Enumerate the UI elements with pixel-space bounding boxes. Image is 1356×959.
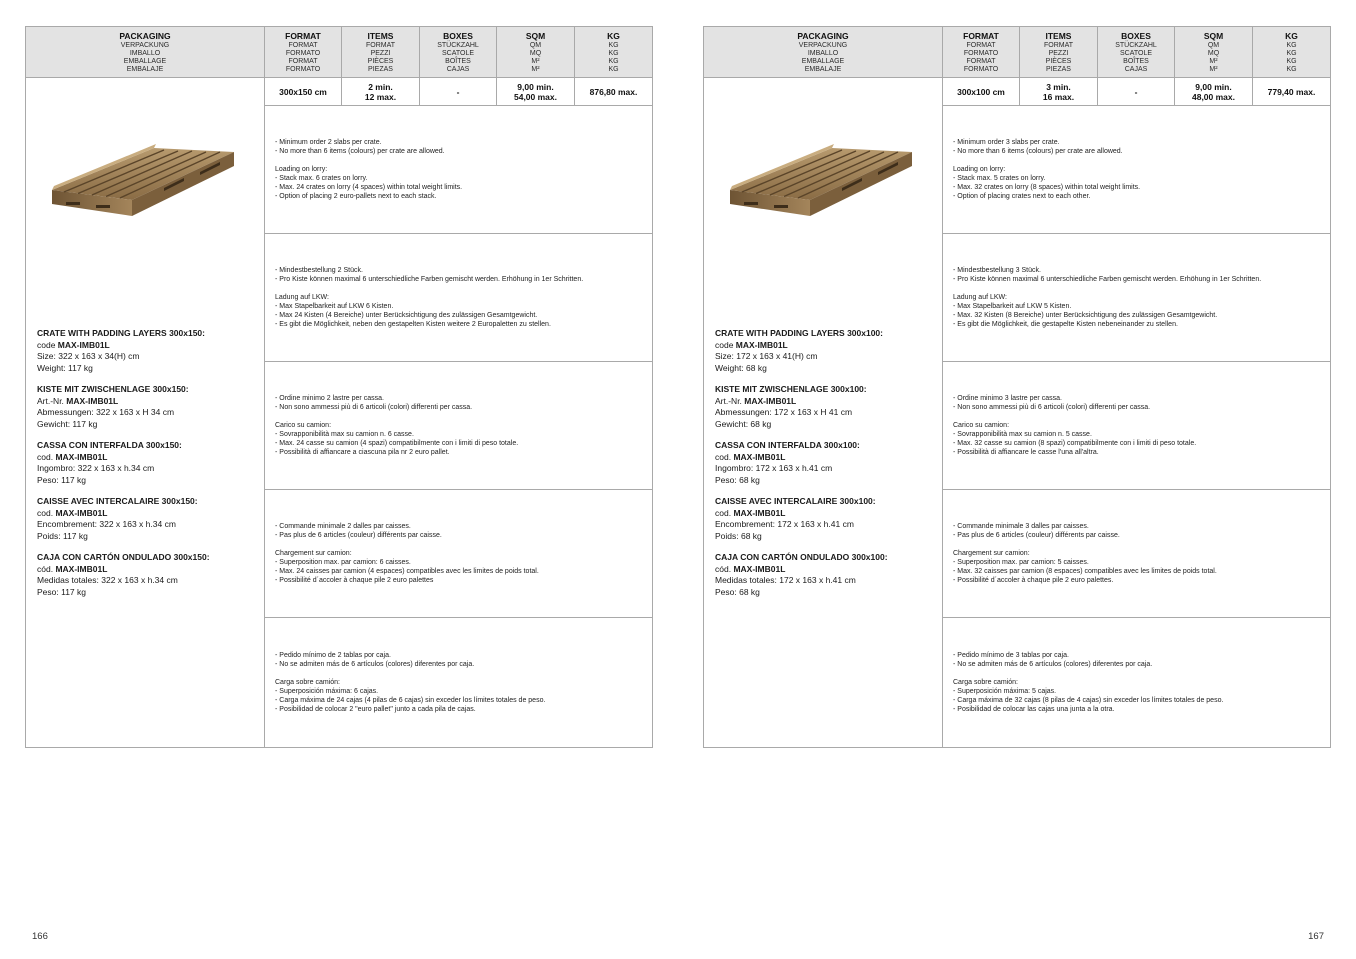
product-spec: Weight: 117 kg <box>37 362 93 373</box>
note-line: Carico su camion: <box>275 422 332 429</box>
header-translation: FORMATO <box>285 65 321 73</box>
value-text: 300x100 cm <box>957 86 1005 97</box>
header-translation: EMBALAJE <box>804 65 842 73</box>
header-sqm <box>497 27 575 77</box>
note-line: - Sovrapponibilità max su camion n. 5 casse. <box>953 431 1092 438</box>
header-sqm <box>1175 27 1253 77</box>
note-line: Ladung auf LKW: <box>953 294 1007 301</box>
product-spec: Medidas totales: 172 x 163 x h.41 cm <box>715 575 856 585</box>
spec-table <box>25 26 653 748</box>
header-translation: FORMAT <box>1043 41 1074 49</box>
product-code: MAX-IMB01L <box>55 563 108 574</box>
product-block <box>37 384 259 430</box>
note-line: - Commande minimale 3 dalles par caisses. <box>953 523 1089 530</box>
product-spec: Peso: 117 kg <box>37 586 86 597</box>
header-title: SQM <box>525 31 546 41</box>
product-code: MAX-IMB01L <box>733 507 786 518</box>
note-line: - Superposición máxima: 6 cajas. <box>275 687 379 695</box>
header-translation: KG <box>1286 49 1297 57</box>
note-gap <box>953 284 1320 293</box>
note-line: - No se admiten más de 6 artículos (colores) diferentes por caja. <box>275 660 475 668</box>
header-translation: EMBALLAGE <box>123 57 167 65</box>
note-line: - Ordine minimo 3 lastre per cassa. <box>953 395 1062 402</box>
notes-block <box>943 234 1330 362</box>
product-title: CAJA CON CARTÓN ONDULADO 300x150: <box>37 552 210 562</box>
header-translation: FORMAT <box>966 41 996 49</box>
note-line: - Mindestbestellung 2 Stück. <box>275 267 363 274</box>
product-code-prefix: cod. <box>37 507 56 518</box>
header-translation: KG <box>1286 57 1297 65</box>
value-text: - <box>456 86 460 97</box>
product-spec: Encombrement: 322 x 163 x h.34 cm <box>37 519 176 529</box>
note-line: - Sovrapponibilità max su camion n. 6 casse. <box>275 431 414 438</box>
header-translation: FORMAT <box>288 41 318 49</box>
note-line: Carico su camion: <box>953 422 1010 429</box>
product-spec: Size: 172 x 163 x 41(H) cm <box>715 351 818 361</box>
product-spec: Medidas totales: 322 x 163 x h.34 cm <box>37 575 178 585</box>
header-boxes <box>1098 27 1175 77</box>
product-block <box>715 440 937 486</box>
note-line: - Max. 32 Kisten (8 Bereiche) unter Berücksichtigung des zulässigen Gesamtgewicht. <box>953 312 1218 319</box>
product-code-prefix: cód. <box>715 563 734 574</box>
header-title: KG <box>1285 31 1298 41</box>
product-descriptions <box>37 328 259 608</box>
note-line: - Pedido mínimo de 3 tablas por caja. <box>953 651 1069 659</box>
note-line: - Carga máxima de 24 cajas (4 pilas de 6 cajas) sin exceder los límites totales de peso. <box>275 696 546 704</box>
note-line: Chargement sur camion: <box>275 550 352 557</box>
product-code-prefix: code <box>37 339 58 350</box>
product-spec: Weight: 68 kg <box>715 362 767 373</box>
product-spec: Gewicht: 68 kg <box>715 418 772 429</box>
product-block <box>715 552 937 598</box>
header-translation: VERPACKUNG <box>120 41 170 49</box>
note-line: - Stack max. 5 crates on lorry. <box>953 175 1046 182</box>
header-translation: EMBALLAGE <box>801 57 845 65</box>
note-line: - Option of placing crates next to each other. <box>953 193 1091 200</box>
value-items <box>1020 78 1098 105</box>
product-title: CRATE WITH PADDING LAYERS 300x150: <box>37 328 205 338</box>
product-code-prefix: Art.-Nr. <box>37 395 67 406</box>
note-gap <box>275 412 642 421</box>
header-translation: M² <box>1209 65 1218 73</box>
header-translation: KG <box>1286 65 1297 73</box>
page-right <box>678 0 1356 959</box>
note-line: - Max 24 Kisten (4 Bereiche) unter Berücksichtigung des zulässigen Gesamtgewicht. <box>275 312 538 319</box>
product-code-line <box>715 564 937 576</box>
product-column <box>704 78 943 747</box>
product-code: MAX-IMB01L <box>735 339 788 350</box>
product-block <box>37 496 259 542</box>
product-spec: Encombrement: 172 x 163 x h.41 cm <box>715 519 854 529</box>
product-code-prefix: cód. <box>37 563 56 574</box>
product-spec: Peso: 117 kg <box>37 474 86 485</box>
spec-table <box>703 26 1331 748</box>
product-code-prefix: cod. <box>715 451 734 462</box>
product-spec: Ingombro: 172 x 163 x h.41 cm <box>715 463 833 473</box>
note-line: - Stack max. 6 crates on lorry. <box>275 175 368 182</box>
product-spec: Size: 322 x 163 x 34(H) cm <box>37 351 140 361</box>
header-title: PACKAGING <box>797 31 849 41</box>
note-line: - Max Stapelbarkeit auf LKW 6 Kisten. <box>275 303 394 310</box>
note-line: - Possibilité d´accoler à chaque pile 2 euro palettes <box>275 577 434 584</box>
header-translation: PIEZAS <box>1046 65 1071 73</box>
header-translation: KG <box>608 57 619 65</box>
product-title: CAISSE AVEC INTERCALAIRE 300x100: <box>715 496 876 506</box>
product-code-prefix: cod. <box>37 451 56 462</box>
value-text: - <box>1134 86 1138 97</box>
header-translation: IMBALLO <box>807 49 839 57</box>
product-spec: Peso: 68 kg <box>715 474 760 485</box>
header-title: SQM <box>1203 31 1224 41</box>
header-boxes <box>420 27 497 77</box>
value-line: 16 max. <box>1042 91 1075 102</box>
value-format <box>943 78 1020 105</box>
value-line: 9,00 min. <box>1195 81 1232 92</box>
note-gap <box>953 669 1320 678</box>
header-format <box>265 27 342 77</box>
header-translation: QM <box>1207 41 1220 49</box>
note-line: - Ordine minimo 2 lastre per cassa. <box>275 395 384 402</box>
product-code-prefix: cod. <box>715 507 734 518</box>
value-sqm <box>497 78 575 105</box>
note-line: - Minimum order 2 slabs per crate. <box>275 139 382 146</box>
product-code-prefix: Art.-Nr. <box>715 395 745 406</box>
page-number: 166 <box>32 931 48 942</box>
header-items <box>342 27 420 77</box>
header-title: FORMAT <box>285 31 321 41</box>
product-code: MAX-IMB01L <box>57 339 110 350</box>
crate-photo <box>722 130 918 234</box>
note-line: - Pas plus de 6 articles (couleur) différents par caisse. <box>275 532 442 539</box>
note-line: - Superposición máxima: 5 cajas. <box>953 687 1057 695</box>
header-translation: PIÈCES <box>367 57 394 65</box>
header-title: ITEMS <box>1045 31 1072 41</box>
note-line: - Pas plus de 6 articles (couleur) différents par caisse. <box>953 532 1120 539</box>
product-spec: Abmessungen: 172 x 163 x H 41 cm <box>715 407 853 417</box>
product-code-line <box>37 452 259 464</box>
header-translation: FORMAT <box>288 57 318 65</box>
product-code-line <box>715 396 937 408</box>
note-line: - Posibilidad de colocar las cajas una junta a la otra. <box>953 705 1115 713</box>
value-text: 300x150 cm <box>279 86 327 97</box>
note-line: - Possibilité d´accoler à chaque pile 2 euro palettes. <box>953 577 1114 584</box>
product-title: KISTE MIT ZWISCHENLAGE 300x150: <box>37 384 189 394</box>
header-translation: FORMATO <box>963 49 999 57</box>
value-line: 48,00 max. <box>1191 91 1235 102</box>
note-line: - Possibilità di affiancare le casse l'una all'altra. <box>953 449 1099 456</box>
value-text: 876,80 max. <box>589 86 638 97</box>
value-line: 3 min. <box>1046 81 1071 92</box>
header-packaging <box>26 27 265 77</box>
value-line: 54,00 max. <box>513 91 557 102</box>
note-line: Carga sobre camión: <box>275 678 340 686</box>
value-items <box>342 78 420 105</box>
note-line: - Max. 32 caisses par camion (8 espaces) compatibles avec les limites de poids total. <box>953 568 1217 575</box>
value-kg <box>575 78 652 105</box>
table-header <box>26 27 652 78</box>
note-line: - Non sono ammessi più di 6 articoli (colori) differenti per cassa. <box>275 404 473 411</box>
product-descriptions <box>715 328 937 608</box>
product-spec: Poids: 117 kg <box>37 530 88 541</box>
product-title: CRATE WITH PADDING LAYERS 300x100: <box>715 328 883 338</box>
header-translation: KG <box>608 49 619 57</box>
header-translation: VERPACKUNG <box>798 41 848 49</box>
note-line: - Possibilità di affiancare a ciascuna pila nr 2 euro pallet. <box>275 449 450 456</box>
value-boxes <box>1098 78 1175 105</box>
note-gap <box>953 412 1320 421</box>
product-block <box>37 552 259 598</box>
header-translation: FORMATO <box>285 49 321 57</box>
header-items <box>1020 27 1098 77</box>
header-translation: MQ <box>529 49 542 57</box>
note-line: - Pro Kiste können maximal 6 unterschiedliche Farben gemischt werden. Erhöhung in 1er Schritten. <box>953 276 1262 283</box>
note-gap <box>275 156 642 165</box>
value-line: 12 max. <box>364 91 397 102</box>
header-translation: KG <box>608 65 619 73</box>
header-translation: BOÎTES <box>445 57 471 65</box>
product-column <box>26 78 265 747</box>
header-translation: FORMATO <box>963 65 999 73</box>
header-translation: M² <box>531 65 540 73</box>
note-line: - No se admiten más de 6 artículos (colores) diferentes por caja. <box>953 660 1153 668</box>
header-translation: IMBALLO <box>129 49 161 57</box>
header-translation: SCATOLE <box>1119 49 1153 57</box>
product-title: CAJA CON CARTÓN ONDULADO 300x100: <box>715 552 888 562</box>
header-title: BOXES <box>443 31 473 41</box>
header-title: ITEMS <box>367 31 394 41</box>
note-line: - Max. 24 caisses par camion (4 espaces) compatibles avec les limites de poids total. <box>275 568 539 575</box>
value-format <box>265 78 342 105</box>
product-title: KISTE MIT ZWISCHENLAGE 300x100: <box>715 384 867 394</box>
notes-block <box>943 490 1330 618</box>
product-code-line <box>37 508 259 520</box>
note-line: - Commande minimale 2 dalles par caisses. <box>275 523 411 530</box>
header-translation: PIEZAS <box>368 65 393 73</box>
page-number: 167 <box>1308 931 1324 942</box>
notes-block <box>943 618 1330 746</box>
product-code: MAX-IMB01L <box>55 451 108 462</box>
crate-photo <box>44 130 240 234</box>
product-spec: Poids: 68 kg <box>715 530 762 541</box>
note-gap <box>953 540 1320 549</box>
note-line: - Max. 32 casse su camion (8 spazi) compatibilmente con i limiti di peso totale. <box>953 440 1197 447</box>
note-line: - Mindestbestellung 3 Stück. <box>953 267 1041 274</box>
product-spec: Peso: 68 kg <box>715 586 760 597</box>
header-translation: CAJAS <box>1124 65 1148 73</box>
header-title: FORMAT <box>963 31 999 41</box>
value-boxes <box>420 78 497 105</box>
header-translation: BOÎTES <box>1123 57 1149 65</box>
product-block <box>715 384 937 430</box>
notes-block <box>265 362 652 490</box>
values-row <box>265 78 652 106</box>
product-code-line <box>715 508 937 520</box>
product-code: MAX-IMB01L <box>733 563 786 574</box>
notes-block <box>265 618 652 746</box>
product-code: MAX-IMB01L <box>66 395 119 406</box>
values-row <box>943 78 1330 106</box>
product-block <box>37 328 259 374</box>
note-line: - Non sono ammessi più di 6 articoli (colori) differenti per cassa. <box>953 404 1151 411</box>
note-line: - Max. 32 crates on lorry (8 spaces) within total weight limits. <box>953 184 1141 191</box>
note-line: - Carga máxima de 32 cajas (8 pilas de 4 cajas) sin exceder los límites totales de peso. <box>953 696 1224 704</box>
product-spec: Gewicht: 117 kg <box>37 418 98 429</box>
note-line: - Max Stapelbarkeit auf LKW 5 Kisten. <box>953 303 1072 310</box>
note-line: - Pro Kiste können maximal 6 unterschiedliche Farben gemischt werden. Erhöhung in 1er Schritten. <box>275 276 584 283</box>
note-line: Loading on lorry: <box>953 166 1006 173</box>
header-title: BOXES <box>1121 31 1151 41</box>
value-text: 779,40 max. <box>1267 86 1316 97</box>
notes-block <box>265 490 652 618</box>
note-line: Loading on lorry: <box>275 166 328 173</box>
header-translation: QM <box>529 41 542 49</box>
header-translation: KG <box>1286 41 1297 49</box>
header-translation: CAJAS <box>446 65 470 73</box>
header-title: PACKAGING <box>119 31 171 41</box>
header-translation: M² <box>1209 57 1218 65</box>
header-title: KG <box>607 31 620 41</box>
value-kg <box>1253 78 1330 105</box>
product-block <box>715 328 937 374</box>
header-translation: PEZZI <box>370 49 391 57</box>
note-line: Chargement sur camion: <box>953 550 1030 557</box>
product-code-line <box>715 340 937 352</box>
product-code: MAX-IMB01L <box>733 451 786 462</box>
header-translation: STÜCKZAHL <box>1115 41 1157 49</box>
note-line: - Superposition max. par camion: 6 caisses. <box>275 559 411 566</box>
header-translation: MQ <box>1207 49 1220 57</box>
header-translation: FORMAT <box>365 41 396 49</box>
product-code-line <box>37 340 259 352</box>
note-line: Carga sobre camión: <box>953 678 1018 686</box>
note-gap <box>275 540 642 549</box>
product-code-line <box>715 452 937 464</box>
header-format <box>943 27 1020 77</box>
header-kg <box>1253 27 1330 77</box>
note-line: - Posibilidad de colocar 2 "euro pallet" junto a cada pila de cajas. <box>275 705 476 713</box>
value-line: 2 min. <box>368 81 393 92</box>
value-line: 9,00 min. <box>517 81 554 92</box>
note-line: - Max. 24 casse su camion (4 spazi) compatibilmente con i limiti di peso totale. <box>275 440 519 447</box>
header-translation: EMBALAJE <box>126 65 164 73</box>
notes-block <box>265 234 652 362</box>
note-line: - Minimum order 3 slabs per crate. <box>953 139 1060 146</box>
product-spec: Abmessungen: 322 x 163 x H 34 cm <box>37 407 175 417</box>
header-kg <box>575 27 652 77</box>
header-translation: SCATOLE <box>441 49 475 57</box>
product-block <box>37 440 259 486</box>
header-translation: FORMAT <box>966 57 996 65</box>
header-translation: STÜCKZAHL <box>437 41 479 49</box>
notes-block <box>943 362 1330 490</box>
note-line: - Es gibt die Möglichkeit, die gestapelte Kisten nebeneinander zu stellen. <box>953 321 1178 328</box>
product-title: CASSA CON INTERFALDA 300x100: <box>715 440 860 450</box>
note-line: - No more than 6 items (colours) per crate are allowed. <box>275 148 445 155</box>
product-code-prefix: code <box>715 339 736 350</box>
product-code: MAX-IMB01L <box>55 507 108 518</box>
note-gap <box>275 284 642 293</box>
note-gap <box>275 669 642 678</box>
table-header <box>704 27 1330 78</box>
product-code: MAX-IMB01L <box>744 395 797 406</box>
header-packaging <box>704 27 943 77</box>
notes-block <box>265 106 652 234</box>
notes-block <box>943 106 1330 234</box>
note-line: - Max. 24 crates on lorry (4 spaces) within total weight limits. <box>275 184 463 191</box>
note-line: - No more than 6 items (colours) per crate are allowed. <box>953 148 1123 155</box>
note-gap <box>953 156 1320 165</box>
note-line: - Es gibt die Möglichkeit, neben den gestapelten Kisten weitere 2 Europaletten zu stellen. <box>275 321 551 328</box>
product-spec: Ingombro: 322 x 163 x h.34 cm <box>37 463 155 473</box>
note-line: - Option of placing 2 euro-pallets next to each stack. <box>275 193 437 200</box>
product-title: CASSA CON INTERFALDA 300x150: <box>37 440 182 450</box>
product-code-line <box>37 396 259 408</box>
value-sqm <box>1175 78 1253 105</box>
product-block <box>715 496 937 542</box>
note-line: Ladung auf LKW: <box>275 294 329 301</box>
note-line: - Superposition max. par camion: 5 caisses. <box>953 559 1089 566</box>
header-translation: PEZZI <box>1048 49 1069 57</box>
product-title: CAISSE AVEC INTERCALAIRE 300x150: <box>37 496 198 506</box>
product-code-line <box>37 564 259 576</box>
header-translation: KG <box>608 41 619 49</box>
header-translation: PIÈCES <box>1045 57 1072 65</box>
header-translation: M² <box>531 57 540 65</box>
note-line: - Pedido mínimo de 2 tablas por caja. <box>275 651 391 659</box>
